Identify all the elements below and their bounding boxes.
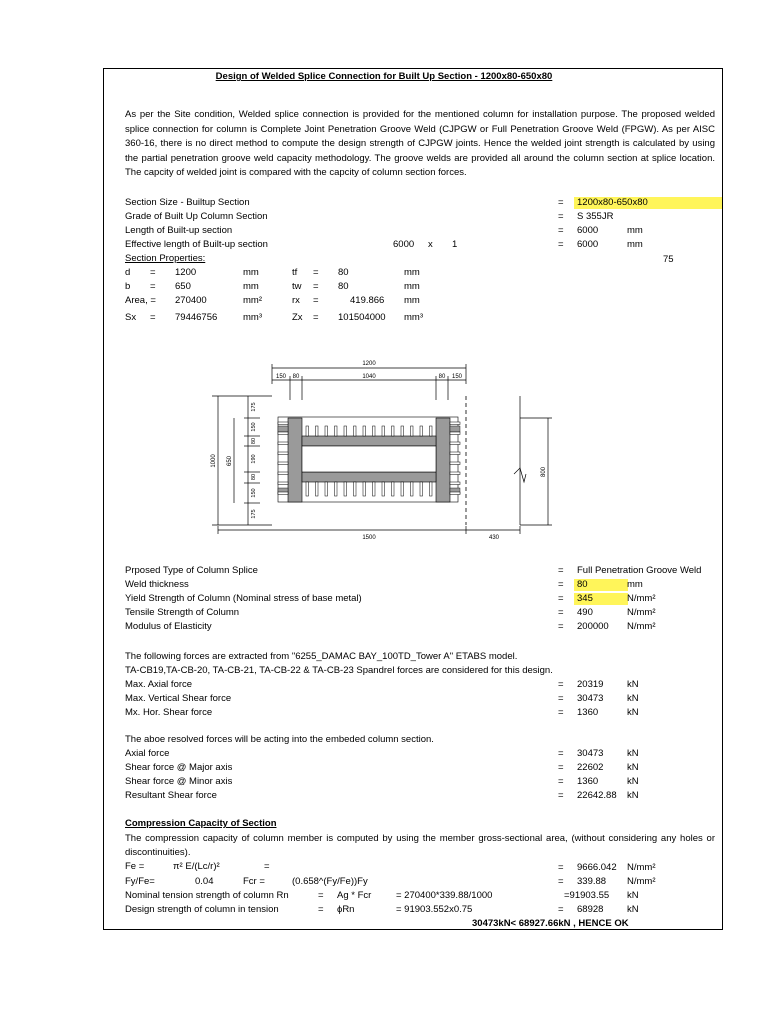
shear-stud [411,482,414,496]
rn-expr: = 270400*339.88/1000 [396,890,493,901]
shear-stud [382,482,385,496]
fe-value: 9666.042 [577,862,617,873]
shear-stud [450,442,460,445]
left-dim-7: 175 [251,509,257,519]
rn-formula: Ag * Fcr [337,890,372,901]
prop-e2: = [313,281,319,292]
top-total-dim: 1200 [362,361,376,367]
ds-eq: = [318,904,324,915]
row-label: Tensile Strength of Column [125,607,240,618]
prop-u1: mm [243,267,259,278]
prop-l2: tw [292,281,302,292]
page-title: Design of Welded Splice Connection for Built Up Section - 1200x80-650x80 [215,71,553,82]
top-dim-4: 80 [438,374,446,380]
row-unit: kN [627,748,639,759]
prop-v2: 101504000 [338,312,386,323]
shear-stud [430,426,433,436]
shear-stud [278,462,288,465]
row-label: Grade of Built Up Column Section [125,211,268,222]
shear-stud [325,426,328,436]
prop-e1: = [150,312,156,323]
rn-eq: = [318,890,324,901]
shear-stud [363,426,366,436]
shear-stud [450,462,460,465]
left-dim-4: 190 [251,454,257,464]
eff-calc-b: 1 [452,239,458,250]
prop-l2: Zx [292,312,303,323]
shear-stud [392,482,395,496]
left-dim-5: 80 [251,473,257,481]
shear-stud [344,482,347,496]
prop-u2: mm [404,267,420,278]
prop-e2: = [313,312,319,323]
shear-stud [430,482,433,496]
shear-stud [278,432,288,435]
row-value: 6000 [577,225,599,236]
fcr-eq: = [558,876,564,887]
shear-stud [344,426,347,436]
row-value: Full Penetration Groove Weld [577,565,702,576]
row-equals: = [558,197,564,208]
prop-u2: mm³ [404,312,423,323]
shear-stud [278,452,288,455]
shear-stud [401,482,404,496]
row-unit: mm [627,579,643,590]
row-equals: = [558,679,564,690]
row-label: Prposed Type of Column Splice [125,565,258,576]
row-unit: N/mm² [627,607,656,618]
rn-unit: kN [627,890,639,901]
shear-stud [450,472,460,475]
row-unit: mm [627,225,643,236]
row-equals: = [558,693,564,704]
row-value: 30473 [577,693,604,704]
shear-stud [382,426,385,436]
top-dim-1: 150 [275,374,287,380]
shear-stud [278,442,288,445]
row-unit: N/mm² [627,621,656,632]
prop-v2: 419.866 [350,295,385,306]
row-equals: = [558,762,564,773]
shear-stud [316,426,319,436]
row-equals: = [558,565,564,576]
left-dim-1: 175 [251,402,257,412]
row-label: Max. Axial force [125,679,193,690]
row-equals: = [558,790,564,801]
row-unit: kN [627,693,639,704]
right-dimensions [514,396,552,525]
compression-text: The compression capacity of column member is computed by using the member gross-sectional area, (without considering any holes or discontinuities). [125,833,715,858]
row-value: 490 [577,607,593,618]
shear-stud [278,482,288,485]
fe-formula: π² E/(Lc/r)² [173,861,220,872]
prop-l2: rx [292,295,300,306]
prop-v1: 650 [175,281,191,292]
eff-calc-x: x [428,239,433,250]
row-unit: kN [627,762,639,773]
row-equals: = [558,239,564,250]
shear-stud [335,426,338,436]
row-value: 1200x80-650x80 [574,197,722,209]
ds-unit: kN [627,904,639,915]
row-unit: kN [627,776,639,787]
shear-stud [401,426,404,436]
row-label: Axial force [125,748,170,759]
top-dim-3: 1040 [362,374,376,380]
row-equals: = [558,593,564,604]
shear-stud [325,482,328,496]
shear-stud [316,482,319,496]
shear-stud [373,426,376,436]
prop-e1: = [150,281,156,292]
left-dim-3: 80 [251,437,257,445]
prop-v1: 79446756 [175,312,218,323]
fcr-value: 339.88 [577,876,607,887]
ds-eq2: = [558,904,564,915]
top-dimensions [272,364,466,400]
shear-stud [420,426,423,436]
fe-label: Fe = [125,861,145,872]
bottom-right-dim: 430 [488,535,500,541]
prop-e2: = [313,295,319,306]
prop-u1: mm² [243,295,262,306]
row-unit: N/mm² [627,593,656,604]
prop-v1: 1200 [175,267,197,278]
row-label: Shear force @ Minor axis [125,776,233,787]
row-equals: = [558,211,564,222]
built-up-section [278,417,460,502]
row-value: 20319 [577,679,604,690]
row-label: Section Size - Builtup Section [125,197,250,208]
shear-stud [306,482,309,496]
top-dim-2: 80 [292,374,300,380]
section-properties-heading: Section Properties: [125,253,206,264]
row-equals: = [558,607,564,618]
row-label: Effective length of Built-up section [125,239,268,250]
row-label: Max. Vertical Shear force [125,693,232,704]
fe-eq2: = [558,862,564,873]
left-inner-dim: 650 [227,455,233,467]
row-label: Weld thickness [125,579,189,590]
prop-l1: b [125,281,131,292]
left-dim-2: 150 [251,422,257,432]
ds-value: 68928 [577,904,604,915]
side-note: 75 [663,254,674,265]
forces-intro-1: The following forces are extracted from "6255_DAMAC BAY_100TD_Tower A" ETABS model. [125,651,518,662]
row-label: Shear force @ Major axis [125,762,233,773]
right-dim: 800 [541,466,547,478]
prop-u2: mm [404,295,420,306]
eff-calc-a: 6000 [393,239,415,250]
rn-value: =91903.55 [564,890,610,901]
forces-intro-2: TA-CB19,TA-CB-20, TA-CB-21, TA-CB-22 & TA-CB-23 Spandrel forces are considered for this design. [125,665,553,676]
shear-stud [354,482,357,496]
row-equals: = [558,225,564,236]
conclusion: 30473kN< 68927.66kN , HENCE OK [472,918,629,929]
prop-u2: mm [404,281,420,292]
shear-stud [373,482,376,496]
intro-paragraph: As per the Site condition, Welded splice connection is provided for the mentioned column for installation purpose. The proposed welded splice connection for column is Complete Joint Penetration Groove Weld (CJPGW or Full Penetration Groove Weld (FPGW). As per AISC 360-16, there is no direct method to compute the design strength of CJPGW joints. Hence the welded joint strength is calculated by using the partial penetration groove weld capacity methodology. The groove welds are provided all around the column section at splice location. The capcity of welded joint is compared with the capcity of column section forces. [125,109,715,178]
rn-label: Nominal tension strength of column Rn [125,890,289,901]
shear-stud [411,426,414,436]
prop-l1: Area, = [125,295,156,306]
row-value: 1360 [577,776,599,787]
fcr-formula: (0.658^(Fy/Fe))Fy [292,876,368,887]
shear-stud [335,482,338,496]
row-label: Length of Built-up section [125,225,233,236]
row-unit: kN [627,707,639,718]
shear-stud [392,426,395,436]
shear-stud [278,492,288,495]
bottom-left-dim: 1500 [362,535,376,541]
row-value: 22642.88 [577,790,617,801]
prop-l1: d [125,267,131,278]
ds-expr: = 91903.552x0.75 [396,904,473,915]
prop-l2: tf [292,267,298,278]
row-label: Yield Strength of Column (Nominal stress of base metal) [125,593,362,604]
shear-stud [450,492,460,495]
row-value: 345 [574,593,628,605]
prop-l1: Sx [125,312,137,323]
row-value: 6000 [577,239,599,250]
shear-stud [306,426,309,436]
row-unit: kN [627,679,639,690]
left-total-dim: 1000 [211,454,217,468]
prop-v1: 270400 [175,295,207,306]
fe-unit: N/mm² [627,862,656,873]
prop-u1: mm [243,281,259,292]
row-unit: kN [627,790,639,801]
bottom-dimensions [218,526,520,534]
row-value: 22602 [577,762,604,773]
shear-stud [450,452,460,455]
row-equals: = [558,776,564,787]
shear-stud [450,432,460,435]
left-dimensions [212,396,272,525]
resolved-intro: The aboe resolved forces will be acting into the embeded column section. [125,734,434,745]
shear-stud [363,482,366,496]
left-dim-6: 150 [251,488,257,498]
fy-ratio: 0.04 [195,876,214,887]
ds-label: Design strength of column in tension [125,904,279,915]
prop-u1: mm³ [243,312,262,323]
top-dim-5: 150 [451,374,463,380]
shear-stud [450,482,460,485]
fy-label: Fy/Fe= [125,876,155,887]
row-value: 80 [574,579,628,591]
row-value: 1360 [577,707,599,718]
row-equals: = [558,621,564,632]
shear-stud [450,422,460,425]
row-unit: mm [627,239,643,250]
compression-heading: Compression Capacity of Section [125,818,277,829]
fcr-label: Fcr = [243,876,265,887]
row-equals: = [558,707,564,718]
row-label: Mx. Hor. Shear force [125,707,213,718]
prop-v2: 80 [338,281,349,292]
ds-formula: ϕRn [337,904,355,915]
row-value: 30473 [577,748,604,759]
row-value: 200000 [577,621,609,632]
prop-e2: = [313,267,319,278]
prop-v2: 80 [338,267,349,278]
row-label: Resultant Shear force [125,790,217,801]
row-equals: = [558,579,564,590]
row-value: S 355JR [577,211,614,222]
fcr-unit: N/mm² [627,876,656,887]
prop-e1: = [150,267,156,278]
shear-stud [354,426,357,436]
fe-eq: = [264,861,270,872]
shear-stud [278,422,288,425]
shear-stud [420,482,423,496]
row-equals: = [558,748,564,759]
shear-stud [278,472,288,475]
row-label: Modulus of Elasticity [125,621,212,632]
